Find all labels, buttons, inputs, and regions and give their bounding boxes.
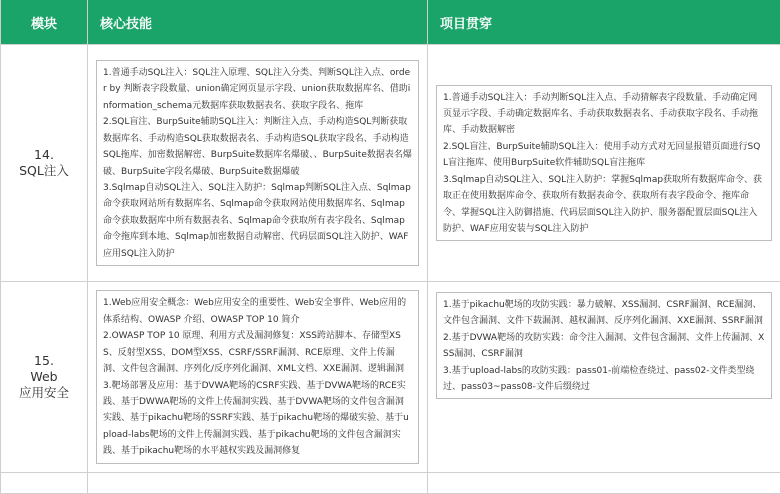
project-item: 3.Sqlmap自动SQL注入、SQL注入防护：掌握Sqlmap获取所有数据库命令、获取正在使用数据库命令、获取所有数据表命令、获取所有表字段命令、拖库命令、掌握SQL注入防御措施、代码层面SQL注入防护、服务器配置层面SQL注入防护、WAF应用安装与SQL注入防护 <box>443 172 765 238</box>
skill-item: 3.Sqlmap自动SQL注入、SQL注入防护：Sqlmap判断SQL注入点、Sqlmap命令获取网站所有数据库名、Sqlmap命令获取网站使用数据库名、Sqlmap命令获取数据库中所有数据表名、Sqlmap命令获取所有表字段名、Sqlmap命令拖库到本地、Sqlmap加密数据自动解密、代码层面SQL注入防护、WAF应用SQL注入防护 <box>103 180 412 262</box>
skill-item: 3.靶场部署及应用：基于DVWA靶场的CSRF实践、基于DVWA靶场的RCE实践、基于DWWA靶场的文件上传漏洞实践、基于DVWA靶场的文件包含漏洞实践、基于pikachu靶场的SSRF实践、基于pikachu靶场的爆破实验、基于upload-labs靶场的文件上传漏洞实践、基于pikachu靶场的文件包含漏洞实践、基于pikachu靶场的水平越权实践及漏洞修复 <box>103 378 412 460</box>
header-core-skills: 核心技能 <box>88 0 428 45</box>
module-name-line2: 应用安全 <box>1 385 87 401</box>
module-cell <box>1 282 88 473</box>
skill-item: 1.普通手动SQL注入：SQL注入原理、SQL注入分类、判断SQL注入点、order by 判断表字段数量、union确定网页显示字段、union获取数据库名、借助information_schema元数据库获取数据表名、获取字段名、拖库 <box>103 65 412 114</box>
table-row-sql-injection <box>1 45 780 282</box>
project-cell <box>428 282 780 473</box>
project-item: 1.基于pikachu靶场的攻防实践：暴力破解、XSS漏洞、CSRF漏洞、RCE漏洞、文件包含漏洞、文件下载漏洞、越权漏洞、反序列化漏洞、XXE漏洞、SSRF漏洞 <box>443 297 765 330</box>
module-number: 14. <box>1 147 87 163</box>
project-box <box>436 85 772 242</box>
empty-cell <box>1 473 88 494</box>
project-item: 2.基于DVWA靶场的攻防实践：命令注入漏洞、文件包含漏洞、文件上传漏洞、XSS漏洞、CSRF漏洞 <box>443 330 765 363</box>
header-module: 模块 <box>1 0 88 45</box>
project-cell <box>428 45 780 282</box>
skills-cell <box>88 282 428 473</box>
skills-cell <box>88 45 428 282</box>
module-name: SQL注入 <box>1 163 87 179</box>
module-cell <box>1 45 88 282</box>
empty-cell <box>88 473 428 494</box>
table-row-next-partial <box>1 473 780 494</box>
header-project: 项目贯穿 <box>428 0 780 45</box>
module-number: 15. <box>1 353 87 369</box>
skill-item: 2.OWASP TOP 10 原理、利用方式及漏洞修复：XSS跨站脚本、存储型XSS、反射型XSS、DOM型XSS、CSRF/SSRF漏洞、RCE原理、文件上传漏洞、文件包含漏洞、序列化/反序列化漏洞、XML文档、XXE漏洞、逻辑漏洞 <box>103 328 412 377</box>
project-box <box>436 292 772 399</box>
skills-box <box>96 290 419 463</box>
project-item: 3.基于upload-labs的攻防实践：pass01-前端检查绕过、pass02-文件类型绕过、pass03~pass08-文件后缀绕过 <box>443 363 765 396</box>
project-item: 2.SQL盲注、BurpSuite辅助SQL注入：使用手动方式对无回显报错页面进行SQL盲注拖库、使用BurpSuite软件辅助SQL盲注拖库 <box>443 139 765 172</box>
table-row-web-security <box>1 282 780 473</box>
project-item: 1.普通手动SQL注入：手动判断SQL注入点、手动猜解表字段数量、手动确定网页显示字段、手动确定数据库名、手动获取数据表名、手动获取字段名、手动拖库、手动数据解密 <box>443 90 765 139</box>
skill-item: 2.SQL盲注、BurpSuite辅助SQL注入：判断注入点、手动构造SQL判断获取数据库名、手动构造SQL获取数据表名、手动构造SQL获取字段名、手动构造SQL拖库、加密数据解密、BurpSuite数据库名爆破、、BurpSuite数据表名爆破、BurpSuite字段名爆破、BurpSuite数据爆破 <box>103 114 412 180</box>
header-row <box>1 0 780 45</box>
skill-item: 1.Web应用安全概念：Web应用安全的重要性、Web安全事件、Web应用的体系结构、OWASP 介绍、OWASP TOP 10 简介 <box>103 295 412 328</box>
skills-box <box>96 60 419 266</box>
empty-cell <box>428 473 780 494</box>
module-name-line1: Web <box>1 369 87 385</box>
